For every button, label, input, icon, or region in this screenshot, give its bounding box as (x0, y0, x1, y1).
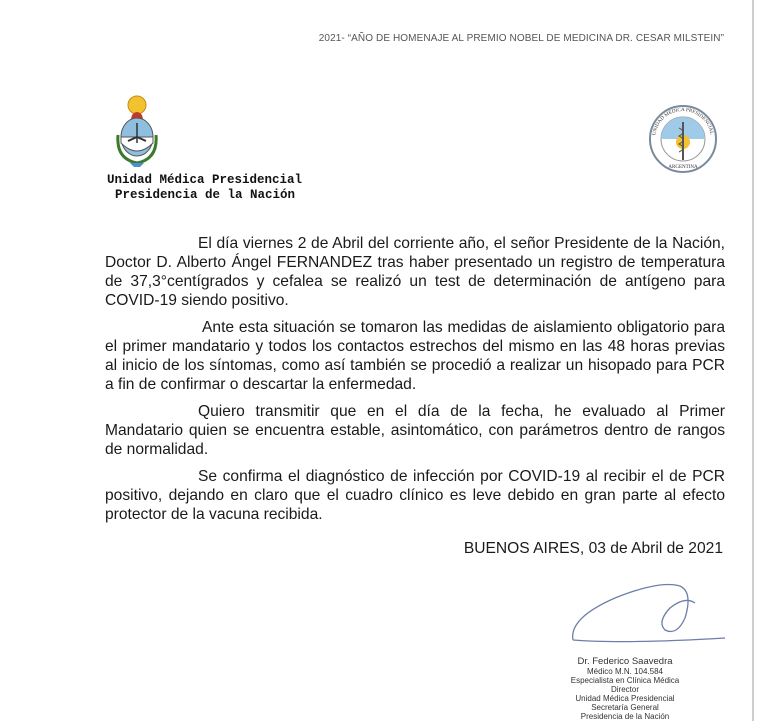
letterhead-office: Presidencia de la Nación (115, 188, 296, 202)
paragraph: El día viernes 2 de Abril del corriente año, el señor Presidente de la Nación, Doctor D. Alberto Ángel FERNANDEZ tras haber presentado un registro de temperatura de 37,3°centígrados y cefalea se realizó un test de determinación de antígeno para COVID-19 siendo positivo. (105, 235, 725, 309)
letter-body (105, 234, 725, 532)
signer-name: Dr. Federico Saavedra (577, 656, 673, 667)
paragraph: Quiero transmitir que en el día de la fecha, he evaluado al Primer Mandatario quien se encuentra estable, asintomático, con parámetros dentro de rangos de normalidad. (105, 403, 725, 458)
signer-secretariat: Secretaría General (591, 703, 659, 712)
signer-license: Médico M.N. 104.584 (586, 667, 664, 676)
argentina-coat-of-arms-icon (110, 93, 164, 169)
signer-role: Director (610, 685, 639, 694)
page-edge (752, 0, 754, 721)
signature-block (555, 656, 695, 721)
letterhead-unit: Unidad Médica Presidencial (107, 173, 303, 187)
paragraph: Se confirma el diagnóstico de infección por COVID-19 al recibir el de PCR positivo, dejando en claro que el cuadro clínico es leve debido en gran parte al efecto protector de la vacuna recibida. (105, 468, 725, 523)
paragraph: Ante esta situación se tomaron las medidas de aislamiento obligatorio para el primer mandatario y todos los contactos estrechos del mismo en las 48 horas previas al inicio de los síntomas, como así también se procedió a realizar un hisopado para PCR a fin de confirmar o descartar la enfermedad. (105, 319, 725, 393)
signer-specialty: Especialista en Clínica Médica (570, 676, 680, 685)
signer-unit: Unidad Médica Presidencial (575, 694, 675, 703)
header-motto: 2021- “AÑO DE HOMENAJE AL PREMIO NOBEL DE MEDICINA DR. CESAR MILSTEIN” (318, 33, 724, 44)
handwritten-signature (565, 578, 735, 648)
date-line: BUENOS AIRES, 03 de Abril de 2021 (463, 540, 723, 557)
svg-text:UNIDAD MÉDICA PRESIDENCIAL: UNIDAD MÉDICA PRESIDENCIAL (652, 107, 714, 136)
svg-text:ARGENTINA: ARGENTINA (668, 165, 698, 170)
signer-office: Presidencia de la Nación (580, 712, 670, 721)
unidad-medica-presidencial-seal-icon (648, 104, 718, 174)
